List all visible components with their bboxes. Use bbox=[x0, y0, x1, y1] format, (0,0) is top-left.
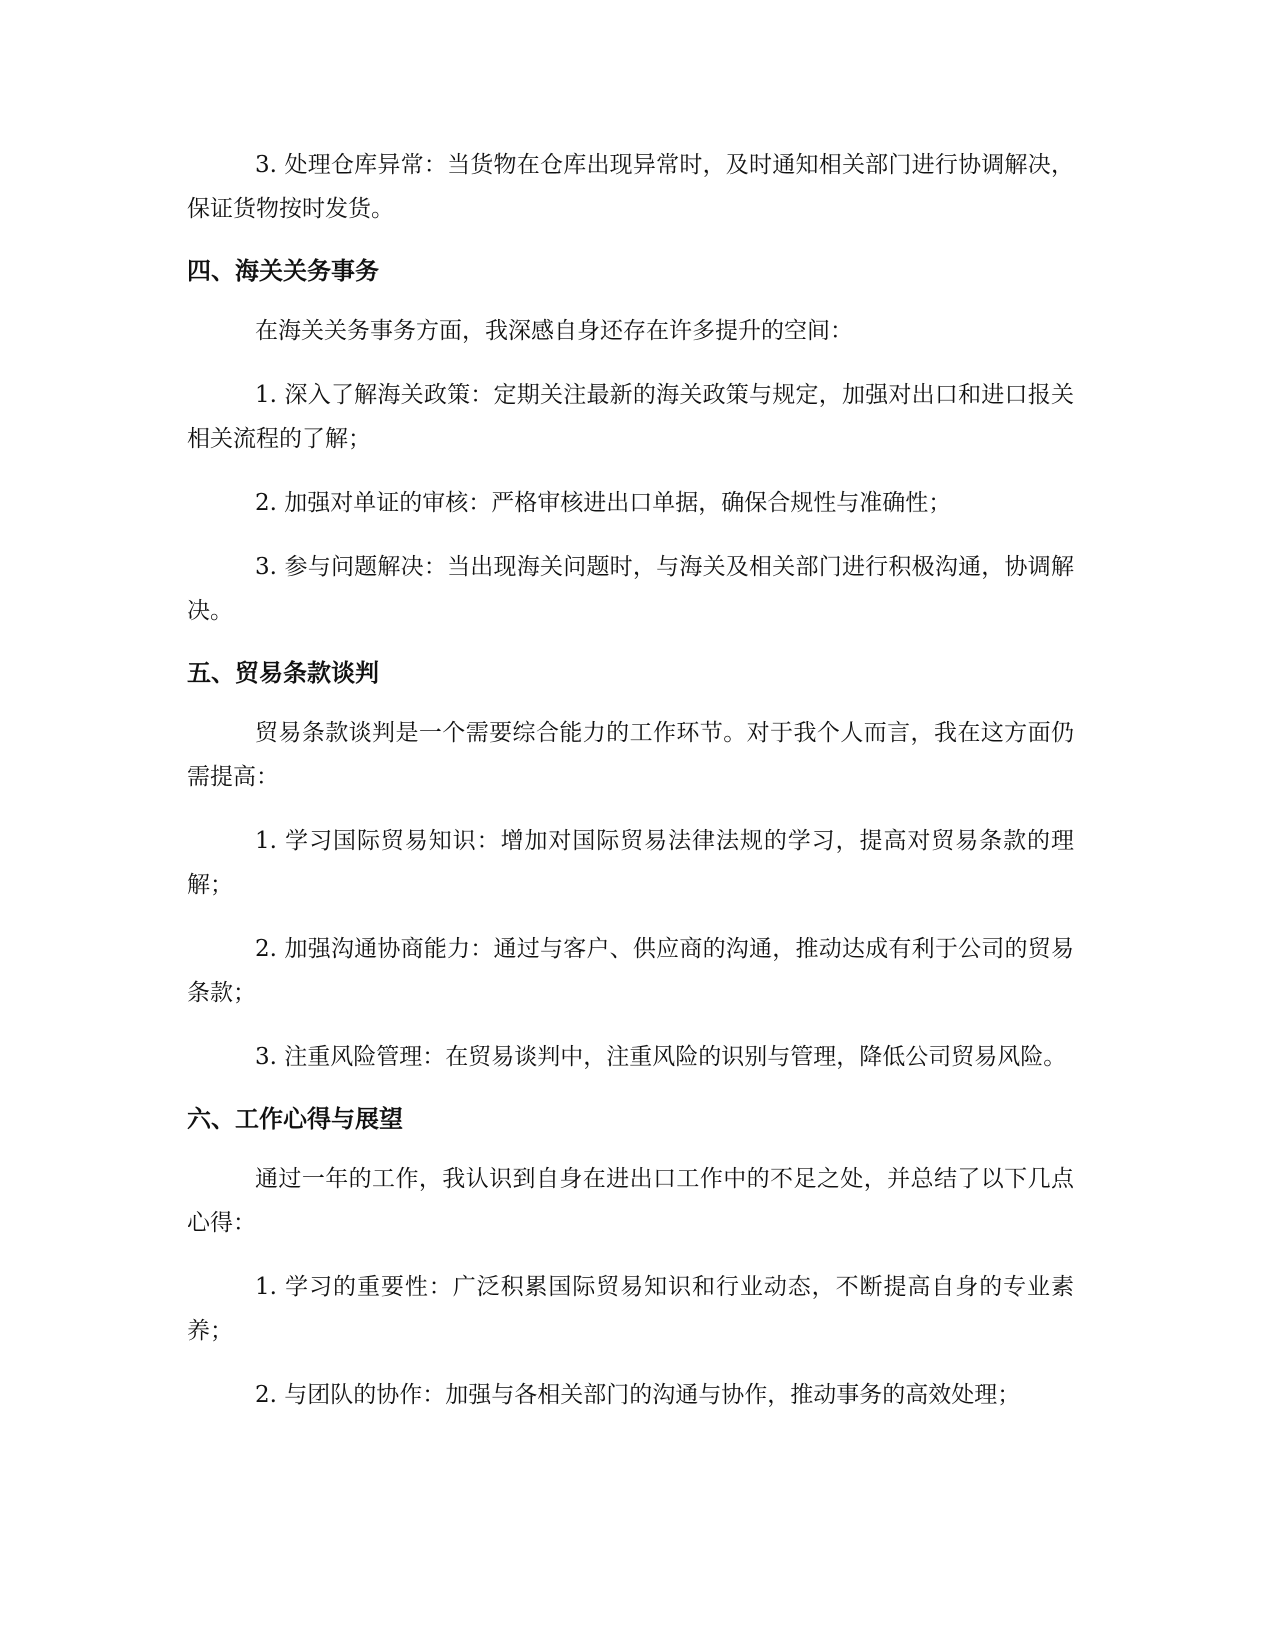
paragraph-trade-item-3: 3. 注重风险管理：在贸易谈判中，注重风险的识别与管理，降低公司贸易风险。 bbox=[255, 1044, 1067, 1070]
paragraph-customs-item-2: 2. 加强对单证的审核：严格审核进出口单据，确保合规性与准确性； bbox=[255, 490, 952, 516]
paragraph-reflection-item-1: 1. 学习的重要性：广泛积累国际贸易知识和行业动态，不断提高自身的专业素养； bbox=[187, 1274, 1074, 1344]
paragraph-reflection-intro: 通过一年的工作，我认识到自身在进出口工作中的不足之处，并总结了以下几点心得： bbox=[187, 1166, 1074, 1236]
paragraph-trade-item-2: 2. 加强沟通协商能力：通过与客户、供应商的沟通，推动达成有利于公司的贸易条款； bbox=[187, 936, 1074, 1006]
document-body bbox=[187, 143, 1074, 1437]
paragraph-trade-item-1: 1. 学习国际贸易知识：增加对国际贸易法律法规的学习，提高对贸易条款的理解； bbox=[187, 828, 1074, 898]
section-heading-trade-terms: 五、贸易条款谈判 bbox=[187, 659, 379, 687]
paragraph-customs-item-1: 1. 深入了解海关政策：定期关注最新的海关政策与规定，加强对出口和进口报关相关流程的了解； bbox=[187, 382, 1074, 452]
paragraph-trade-intro: 贸易条款谈判是一个需要综合能力的工作环节。对于我个人而言，我在这方面仍需提高： bbox=[187, 720, 1074, 790]
paragraph-warehouse-exception: 3. 处理仓库异常：当货物在仓库出现异常时，及时通知相关部门进行协调解决，保证货物按时发货。 bbox=[187, 152, 1074, 222]
paragraph-customs-intro: 在海关关务事务方面，我深感自身还存在许多提升的空间： bbox=[255, 318, 853, 344]
paragraph-reflection-item-2: 2. 与团队的协作：加强与各相关部门的沟通与协作，推动事务的高效处理； bbox=[255, 1382, 1021, 1408]
section-heading-reflection: 六、工作心得与展望 bbox=[187, 1105, 403, 1133]
paragraph-customs-item-3: 3. 参与问题解决：当出现海关问题时，与海关及相关部门进行积极沟通，协调解决。 bbox=[187, 554, 1074, 624]
section-heading-customs: 四、海关关务事务 bbox=[187, 257, 379, 285]
